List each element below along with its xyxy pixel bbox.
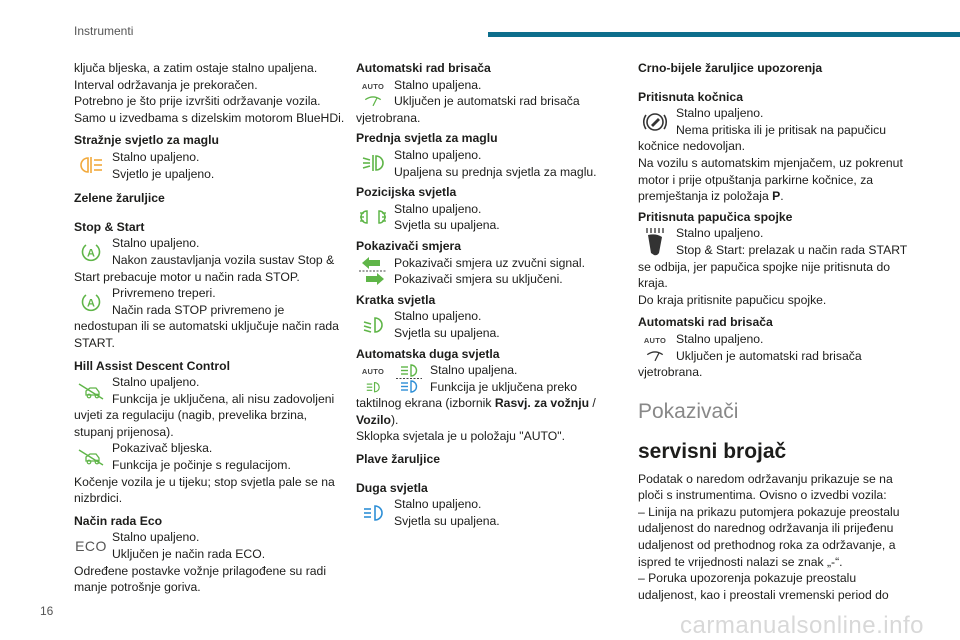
auto-label: AUTO xyxy=(361,81,385,91)
stop-start-flash-entry xyxy=(74,285,349,351)
indicators-text: Pokazivači smjera uz zvučni signal. xyxy=(394,255,586,270)
hadc-text: Kočenje vozila je u tijeku; stop svjetla pale se na nizbrdici. xyxy=(74,474,335,506)
eco-icon-label: ECO xyxy=(75,537,107,554)
clutch-text: Do kraja pritisnite papučicu spojke. xyxy=(638,292,827,307)
auto-label: AUTO xyxy=(361,367,385,377)
front-fog-title: Prednja svjetla za maglu xyxy=(356,131,498,146)
front-fog-entry xyxy=(356,147,602,180)
turn-signal-icon xyxy=(358,257,388,286)
auto-main-text-part: Funkcija je uključena preko taktilnog ekrana (izbornik xyxy=(356,379,578,411)
parking-text: Stalno upaljeno. xyxy=(676,106,764,121)
eco-text: Određene postavke vožnje prilagođene su radi manje potrošnje goriva. xyxy=(74,563,327,595)
main-beam-text: Svjetla su upaljena. xyxy=(394,513,500,528)
intro-line: Interval održavanja je prekoračen. xyxy=(74,77,258,92)
hadc-text: Funkcija je počinje s regulacijom. xyxy=(112,458,291,473)
main-beam-icon xyxy=(358,498,388,527)
eco-text: Uključen je način rada ECO. xyxy=(112,547,266,562)
auto-wiper-icon xyxy=(358,79,388,108)
hadc-flash-entry xyxy=(74,440,349,506)
wiper-bw-title: Automatski rad brisača xyxy=(638,315,773,330)
column-2 xyxy=(356,60,602,529)
service-text: Podatak o naredom održavanju prikazuje se na ploči s instrumentima. Ovisno o izvedbi vozila: xyxy=(638,471,893,503)
clutch-text: Stop & Start: prelazak u način rada START se odbija, jer papučica spojke nije pritisnuta do kraja. xyxy=(638,242,908,291)
dipped-entry xyxy=(356,308,602,341)
auto-main-text: Sklopka svjetala je u položaju "AUTO". xyxy=(356,429,565,444)
parking-text xyxy=(638,155,912,205)
auto-label: AUTO xyxy=(643,335,667,345)
service-text: – Poruka upozorenja pokazuje preostalu udaljenost, kao i preostali vremenski period do xyxy=(638,571,889,602)
hill-descent-icon xyxy=(76,376,106,405)
hadc-text: Funkcija je uključena, ali nisu zadovoljeni uvjeti za regulaciju (nagib, prevelika brzina, stupanj prijenosa). xyxy=(74,391,335,439)
auto-high-beam-icon xyxy=(358,364,388,393)
wiper-text: Uključen je automatski rad brisača vjetrobrana. xyxy=(356,94,580,125)
rear-fog-text: Stalno upaljeno. xyxy=(112,149,200,164)
parking-title: Pritisnuta kočnica xyxy=(638,89,743,104)
auto-main-text-part: / xyxy=(589,396,596,411)
eco-icon xyxy=(76,531,106,560)
wiper-bw-text: Uključen je automatski rad brisača vjetrobrana. xyxy=(638,348,862,380)
rear-fog-title: Stražnje svjetlo za maglu xyxy=(74,133,219,148)
clutch-entry xyxy=(638,225,912,308)
rear-fog-text: Svjetlo je upaljeno. xyxy=(112,166,215,181)
stop-start-icon xyxy=(76,287,106,316)
auto-main-text: Stalno upaljena. xyxy=(430,363,518,378)
hadc-text: Stalno upaljeno. xyxy=(112,375,200,390)
eco-title: Način rada Eco xyxy=(74,513,163,528)
stop-start-text: Stalno upaljeno. xyxy=(112,236,200,251)
wiper-title: Automatski rad brisača xyxy=(356,61,491,75)
parking-text-part: Na vozilu s automatskim mjenjačem, uz pokrenut motor i prije otpuštanja parkirne kočnice, za premještanja iz položaja xyxy=(638,155,903,204)
auto-wiper-icon xyxy=(640,333,670,362)
side-lights-icon xyxy=(358,203,388,232)
auto-main-title: Automatska duga svjetla xyxy=(356,346,500,361)
stop-start-text: Način rada STOP privremeno je nedostupan ili se automatski uključuje način rada START. xyxy=(74,302,339,350)
bw-lights-heading: Crno-bijele žaruljice upozorenja xyxy=(638,61,823,75)
main-beam-entry xyxy=(356,496,602,529)
indicators-section-heading: Pokazivači xyxy=(638,399,739,423)
indicators-text: Pokazivači smjera su uključeni. xyxy=(394,272,563,287)
service-text: – Linija na prikazu putomjera pokazuje preostalu udaljenost do narednog održavanja ili prijeđenu udaljenost od prethodnog roka za održavanje, a ispred te vrijednosti nalazi se znak „-“. xyxy=(638,504,900,569)
auto-main-text-part: ). xyxy=(390,412,399,427)
parking-text: Nema pritiska ili je pritisak na papučicu kočnice nedovoljan. xyxy=(638,122,886,154)
column-3 xyxy=(638,60,912,603)
parking-text-part: . xyxy=(780,189,784,204)
rear-fog-entry xyxy=(74,149,349,182)
position-text: Svjetla su upaljena. xyxy=(394,218,500,233)
parking-entry xyxy=(638,105,912,205)
eco-entry xyxy=(74,529,349,595)
clutch-text: Stalno upaljeno. xyxy=(676,226,764,241)
green-lights-heading: Zelene žaruljice xyxy=(74,191,165,206)
hill-descent-icon xyxy=(76,442,106,471)
hadc-title: Hill Assist Descent Control xyxy=(74,358,230,373)
svg-text:A: A xyxy=(87,247,95,260)
rear-fog-icon xyxy=(76,151,106,180)
front-fog-text: Upaljena su prednja svjetla za maglu. xyxy=(394,164,597,179)
svg-text:A: A xyxy=(87,297,95,310)
wiper-entry xyxy=(356,77,602,127)
stop-start-title: Stop & Start xyxy=(74,219,145,234)
wiper-text: Stalno upaljena. xyxy=(394,77,482,92)
dipped-text: Svjetla su upaljena. xyxy=(394,325,500,340)
hadc-text: Pokazivač bljeska. xyxy=(112,441,213,456)
wiper-bw-text: Stalno upaljeno. xyxy=(676,331,764,346)
stop-start-text: Nakon zaustavljanja vozila sustav Stop & Start prebacuje motor u način rada STOP. xyxy=(74,252,335,284)
column-1 xyxy=(74,60,349,596)
dipped-text: Stalno upaljeno. xyxy=(394,309,482,324)
main-beam-title: Duga svjetla xyxy=(356,480,428,495)
intro-line: Samo u izvedbama s dizelskim motorom BlueHDi. xyxy=(74,110,345,125)
clutch-foot-icon xyxy=(640,227,670,256)
dipped-beam-icon xyxy=(358,310,388,339)
stop-start-icon xyxy=(76,237,106,266)
auto-main-icons xyxy=(358,364,424,393)
front-fog-icon xyxy=(358,149,388,178)
gear-position-p: P xyxy=(772,189,781,204)
position-entry xyxy=(356,201,602,234)
auto-main-beam-pair-icon xyxy=(394,364,424,393)
indicators-title: Pokazivači smjera xyxy=(356,238,462,253)
header-title: Instrumenti xyxy=(74,24,134,38)
dipped-title: Kratka svjetla xyxy=(356,292,436,307)
main-beam-text: Stalno upaljeno. xyxy=(394,497,482,512)
intro-line: ključa bljeska, a zatim ostaje stalno upaljena. xyxy=(74,61,318,75)
clutch-title: Pritisnuta papučica spojke xyxy=(638,209,793,224)
stop-start-text: Privremeno treperi. xyxy=(112,286,216,301)
stop-start-entry xyxy=(74,235,349,285)
menu-name-vehicle: Vozilo xyxy=(356,412,391,427)
header-accent-bar xyxy=(488,32,960,37)
intro-line: Potrebno je što prije izvršiti održavanje vozila. xyxy=(74,94,321,109)
page-number: 16 xyxy=(40,604,54,618)
service-indicator-heading: servisni brojač xyxy=(638,439,787,463)
indicators-entry xyxy=(356,255,602,288)
hadc-entry xyxy=(74,374,349,440)
eco-text: Stalno upaljeno. xyxy=(112,530,200,545)
menu-name-lighting: Rasvj. za vožnju xyxy=(494,396,590,411)
watermark: carmanualsonline.info xyxy=(680,612,924,639)
auto-main-entry xyxy=(356,362,602,445)
wiper-bw-entry xyxy=(638,331,912,381)
brake-pressed-icon xyxy=(640,107,670,136)
position-text: Stalno upaljeno. xyxy=(394,201,482,216)
blue-lights-heading: Plave žaruljice xyxy=(356,452,441,467)
front-fog-text: Stalno upaljeno. xyxy=(394,147,482,162)
position-title: Pozicijska svjetla xyxy=(356,185,457,200)
